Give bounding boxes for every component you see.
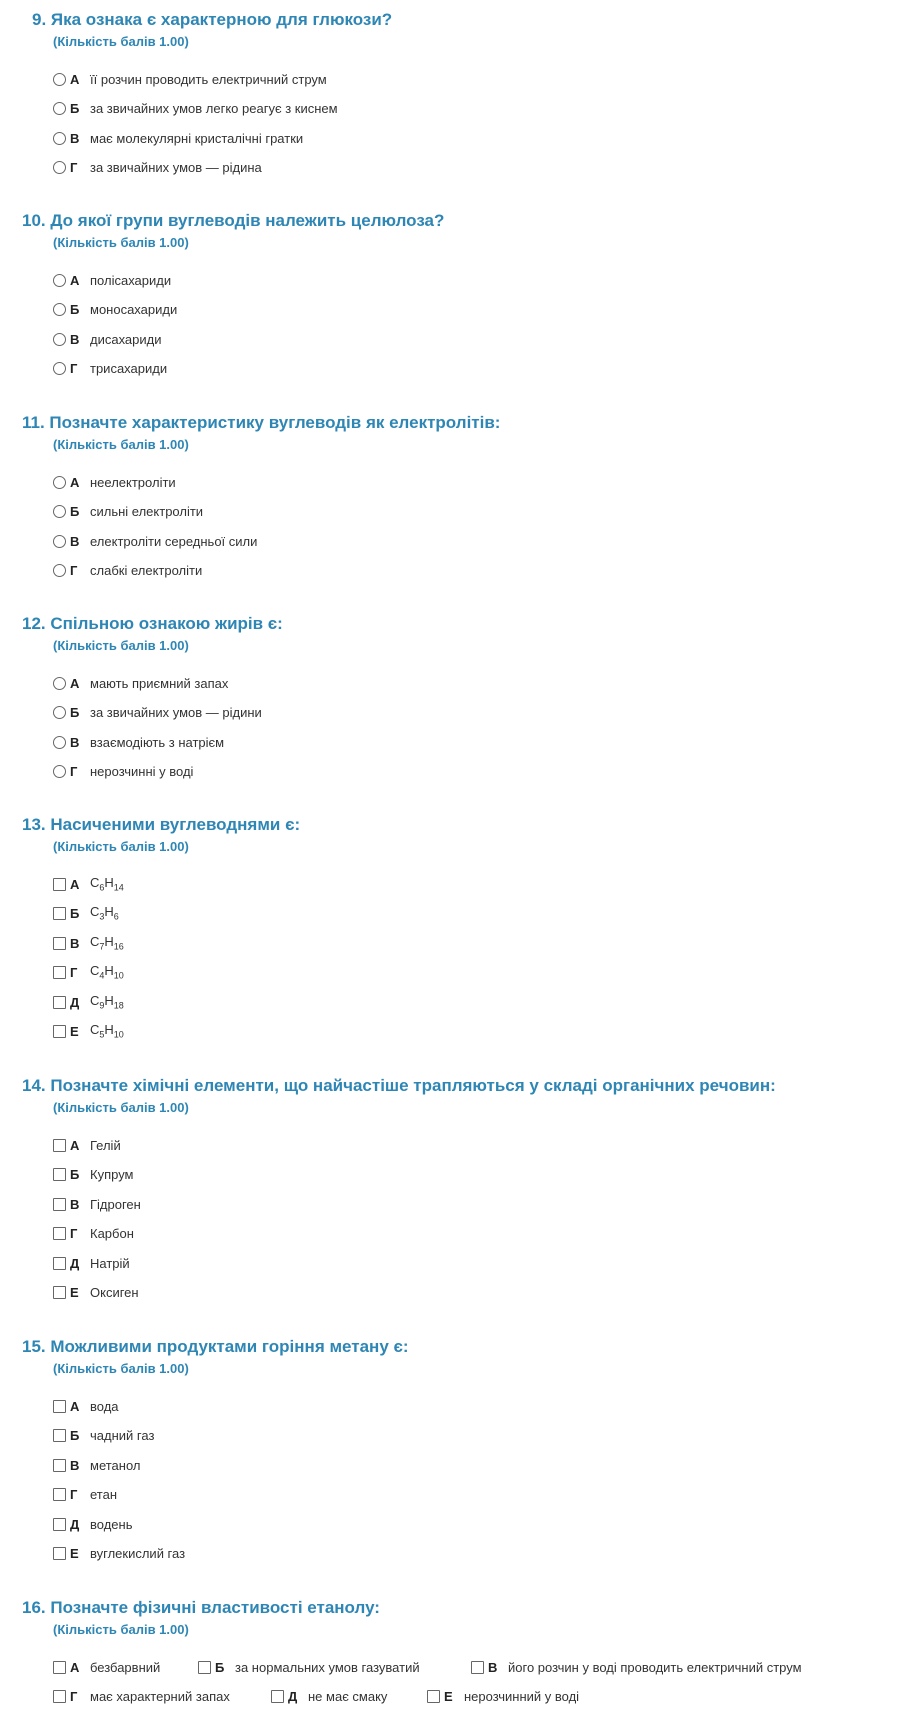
checkbox[interactable] [53,1257,66,1270]
option-letter: Д [70,1516,80,1532]
formula-subscript: 7 [99,941,105,952]
option-letter: В [70,331,80,347]
option-text: нерозчинний у воді [464,1688,580,1704]
checkbox[interactable] [53,1286,66,1299]
formula-subscript: 5 [99,1029,105,1040]
option-letter: В [70,935,80,951]
checkbox[interactable] [271,1690,284,1703]
option-text: моносахариди [90,301,178,317]
option-letter: Б [70,905,80,921]
option-c[interactable] [53,933,124,953]
option-a[interactable] [53,874,124,894]
option-text: метанол [90,1457,141,1473]
option-letter: А [70,1398,80,1414]
option-text: вода [90,1398,119,1414]
question-title: 12. Спільною ознакою жирів є: [22,614,283,633]
option-c[interactable] [471,1657,802,1677]
option-letter: Г [70,360,78,376]
radio-button[interactable] [53,564,66,577]
question-title: 11. Позначте характеристику вуглеводів як електролітів: [22,413,501,432]
checkbox[interactable] [53,996,66,1009]
option-e[interactable] [53,1514,132,1534]
option-letter: В [488,1659,498,1675]
question-points: (Кількість балів 1.00) [53,235,189,250]
option-text: її розчин проводить електричний струм [90,71,327,87]
option-letter: В [70,533,80,549]
formula-element: C [90,1022,100,1038]
option-text: сильні електроліти [90,503,204,519]
radio-button[interactable] [53,333,66,346]
option-text: електроліти середньої сили [90,533,258,549]
option-formula [90,875,124,893]
option-text: за звичайних умов легко реагує з киснем [90,100,338,116]
radio-button[interactable] [53,274,66,287]
option-formula [90,963,124,981]
option-b[interactable] [53,501,203,521]
option-letter: А [70,675,80,691]
radio-button[interactable] [53,102,66,115]
option-text: має молекулярні кристалічні гратки [90,130,304,146]
option-text: нерозчинні у воді [90,763,194,779]
option-letter: А [70,1137,80,1153]
checkbox[interactable] [53,878,66,891]
option-b[interactable] [53,299,177,319]
question-points: (Кількість балів 1.00) [53,638,189,653]
option-text: за нормальних умов газуватий [235,1659,420,1675]
formula-element: C [90,875,100,891]
checkbox[interactable] [53,1139,66,1152]
formula-element: C [90,934,100,950]
option-c[interactable] [53,329,162,349]
option-e[interactable] [271,1686,387,1706]
checkbox[interactable] [53,1400,66,1413]
question-title: 15. Можливими продуктами горіння метану є: [22,1337,409,1356]
option-letter: А [70,876,80,892]
formula-element: C [90,963,100,979]
checkbox[interactable] [53,966,66,979]
option-letter: Б [215,1659,225,1675]
option-a[interactable] [53,270,171,290]
radio-button[interactable] [53,476,66,489]
question-title: 10. До якої групи вуглеводів належить целюлоза? [22,211,445,230]
option-d[interactable] [53,1686,230,1706]
option-f[interactable] [53,1021,124,1041]
option-letter: А [70,71,80,87]
option-formula [90,934,124,952]
option-letter: Г [70,159,78,175]
option-d[interactable] [53,560,202,580]
question-points: (Кількість балів 1.00) [53,1361,189,1376]
radio-button[interactable] [53,505,66,518]
option-letter: Е [70,1545,79,1561]
formula-element: H [104,1022,114,1038]
option-f[interactable] [53,1543,185,1563]
formula-subscript: 6 [99,882,105,893]
question-title: 14. Позначте хімічні елементи, що найчастіше трапляються у складі органічних речовин: [22,1076,776,1095]
radio-button[interactable] [53,161,66,174]
question-points: (Кількість балів 1.00) [53,437,189,452]
option-e[interactable] [53,1253,130,1273]
option-a[interactable] [53,69,327,89]
option-d[interactable] [53,1484,117,1504]
formula-subscript: 16 [113,941,124,952]
checkbox[interactable] [53,1690,66,1703]
radio-button[interactable] [53,362,66,375]
option-text: взаємодіють з натрієм [90,734,225,750]
radio-button[interactable] [53,303,66,316]
option-letter: А [70,272,80,288]
option-b[interactable] [198,1657,420,1677]
option-letter: Г [70,964,78,980]
option-text: має характерний запах [90,1688,230,1704]
option-letter: Г [70,763,78,779]
option-a[interactable] [53,1657,160,1677]
option-letter: Г [70,562,78,578]
formula-subscript: 3 [99,911,105,922]
formula-element: C [90,904,100,920]
question-points: (Кількість балів 1.00) [53,34,189,49]
formula-element: H [104,993,114,1009]
option-d[interactable] [53,761,193,781]
checkbox[interactable] [53,1429,66,1442]
checkbox[interactable] [53,1168,66,1181]
radio-button[interactable] [53,765,66,778]
option-text: трисахариди [90,360,168,376]
option-e[interactable] [53,992,124,1012]
option-letter: Д [70,994,80,1010]
option-text: водень [90,1516,133,1532]
formula-subscript: 4 [99,970,105,981]
option-b[interactable] [53,702,262,722]
option-text: дисахариди [90,331,162,347]
option-text: Гідроген [90,1196,141,1212]
option-d[interactable] [53,1223,134,1243]
option-c[interactable] [53,1455,140,1475]
checkbox[interactable] [53,1518,66,1531]
question-points: (Кількість балів 1.00) [53,839,189,854]
option-d[interactable] [53,358,167,378]
option-c[interactable] [53,531,257,551]
option-letter: Б [70,1427,80,1443]
formula-element: H [104,963,114,979]
checkbox[interactable] [53,1198,66,1211]
option-formula [90,1022,124,1040]
option-letter: Г [70,1486,78,1502]
option-c[interactable] [53,732,224,752]
radio-button[interactable] [53,535,66,548]
formula-element: C [90,993,100,1009]
option-d[interactable] [53,157,262,177]
option-letter: Б [70,100,80,116]
option-a[interactable] [53,472,176,492]
option-letter: А [70,1659,80,1675]
option-formula [90,993,124,1011]
option-formula [90,904,119,922]
checkbox[interactable] [53,937,66,950]
option-letter: Б [70,301,80,317]
option-letter: Е [70,1284,79,1300]
option-text: за звичайних умов — рідини [90,704,262,720]
option-a[interactable] [53,1135,121,1155]
option-letter: А [70,474,80,490]
formula-element: H [104,904,114,920]
option-b[interactable] [53,1164,134,1184]
option-letter: Е [70,1023,79,1039]
option-letter: В [70,1196,80,1212]
radio-button[interactable] [53,706,66,719]
checkbox[interactable] [471,1661,484,1674]
formula-element: H [104,875,114,891]
question-points: (Кількість балів 1.00) [53,1622,189,1637]
question-points: (Кількість балів 1.00) [53,1100,189,1115]
option-d[interactable] [53,962,124,982]
option-letter: В [70,130,80,146]
radio-button[interactable] [53,73,66,86]
option-text: Купрум [90,1166,134,1182]
formula-subscript: 6 [113,911,119,922]
option-c[interactable] [53,128,303,148]
formula-element: H [104,934,114,950]
checkbox[interactable] [53,1661,66,1674]
option-text: Карбон [90,1225,134,1241]
option-letter: Г [70,1225,78,1241]
option-text: його розчин у воді проводить електричний струм [508,1659,802,1675]
checkbox[interactable] [198,1661,211,1674]
option-text: безбарвний [90,1659,161,1675]
option-text: неелектроліти [90,474,176,490]
option-text: слабкі електроліти [90,562,203,578]
formula-subscript: 14 [113,882,124,893]
option-b[interactable] [53,98,338,118]
option-text: Натрій [90,1255,130,1271]
option-c[interactable] [53,1194,141,1214]
radio-button[interactable] [53,132,66,145]
checkbox[interactable] [53,1547,66,1560]
option-text: мають приємний запах [90,675,229,691]
option-letter: Б [70,503,80,519]
option-text: Оксиген [90,1284,139,1300]
option-text: не має смаку [308,1688,388,1704]
checkbox[interactable] [53,1459,66,1472]
option-letter: Д [288,1688,298,1704]
question-title: 13. Насиченими вуглеводнями є: [22,815,301,834]
formula-subscript: 10 [113,1029,124,1040]
option-f[interactable] [427,1686,579,1706]
formula-subscript: 18 [113,1000,124,1011]
option-letter: В [70,1457,80,1473]
radio-button[interactable] [53,677,66,690]
option-text: чадний газ [90,1427,155,1443]
option-a[interactable] [53,1396,119,1416]
option-letter: Г [70,1688,78,1704]
option-text: Гелій [90,1137,121,1153]
checkbox[interactable] [53,1488,66,1501]
checkbox[interactable] [427,1690,440,1703]
option-letter: Д [70,1255,80,1271]
option-text: за звичайних умов — рідина [90,159,262,175]
option-letter: В [70,734,80,750]
radio-button[interactable] [53,736,66,749]
option-b[interactable] [53,903,119,923]
option-f[interactable] [53,1282,139,1302]
option-b[interactable] [53,1425,154,1445]
option-text: полісахариди [90,272,172,288]
checkbox[interactable] [53,1227,66,1240]
option-letter: Б [70,1166,80,1182]
checkbox[interactable] [53,1025,66,1038]
question-title: 16. Позначте фізичні властивості етанолу: [22,1598,380,1617]
formula-subscript: 10 [113,970,124,981]
option-letter: Е [444,1688,453,1704]
option-a[interactable] [53,673,228,693]
option-letter: Б [70,704,80,720]
checkbox[interactable] [53,907,66,920]
option-text: етан [90,1486,118,1502]
question-title: 9. Яка ознака є характерною для глюкози? [32,10,393,29]
formula-subscript: 9 [99,1000,105,1011]
option-text: вуглекислий газ [90,1545,186,1561]
